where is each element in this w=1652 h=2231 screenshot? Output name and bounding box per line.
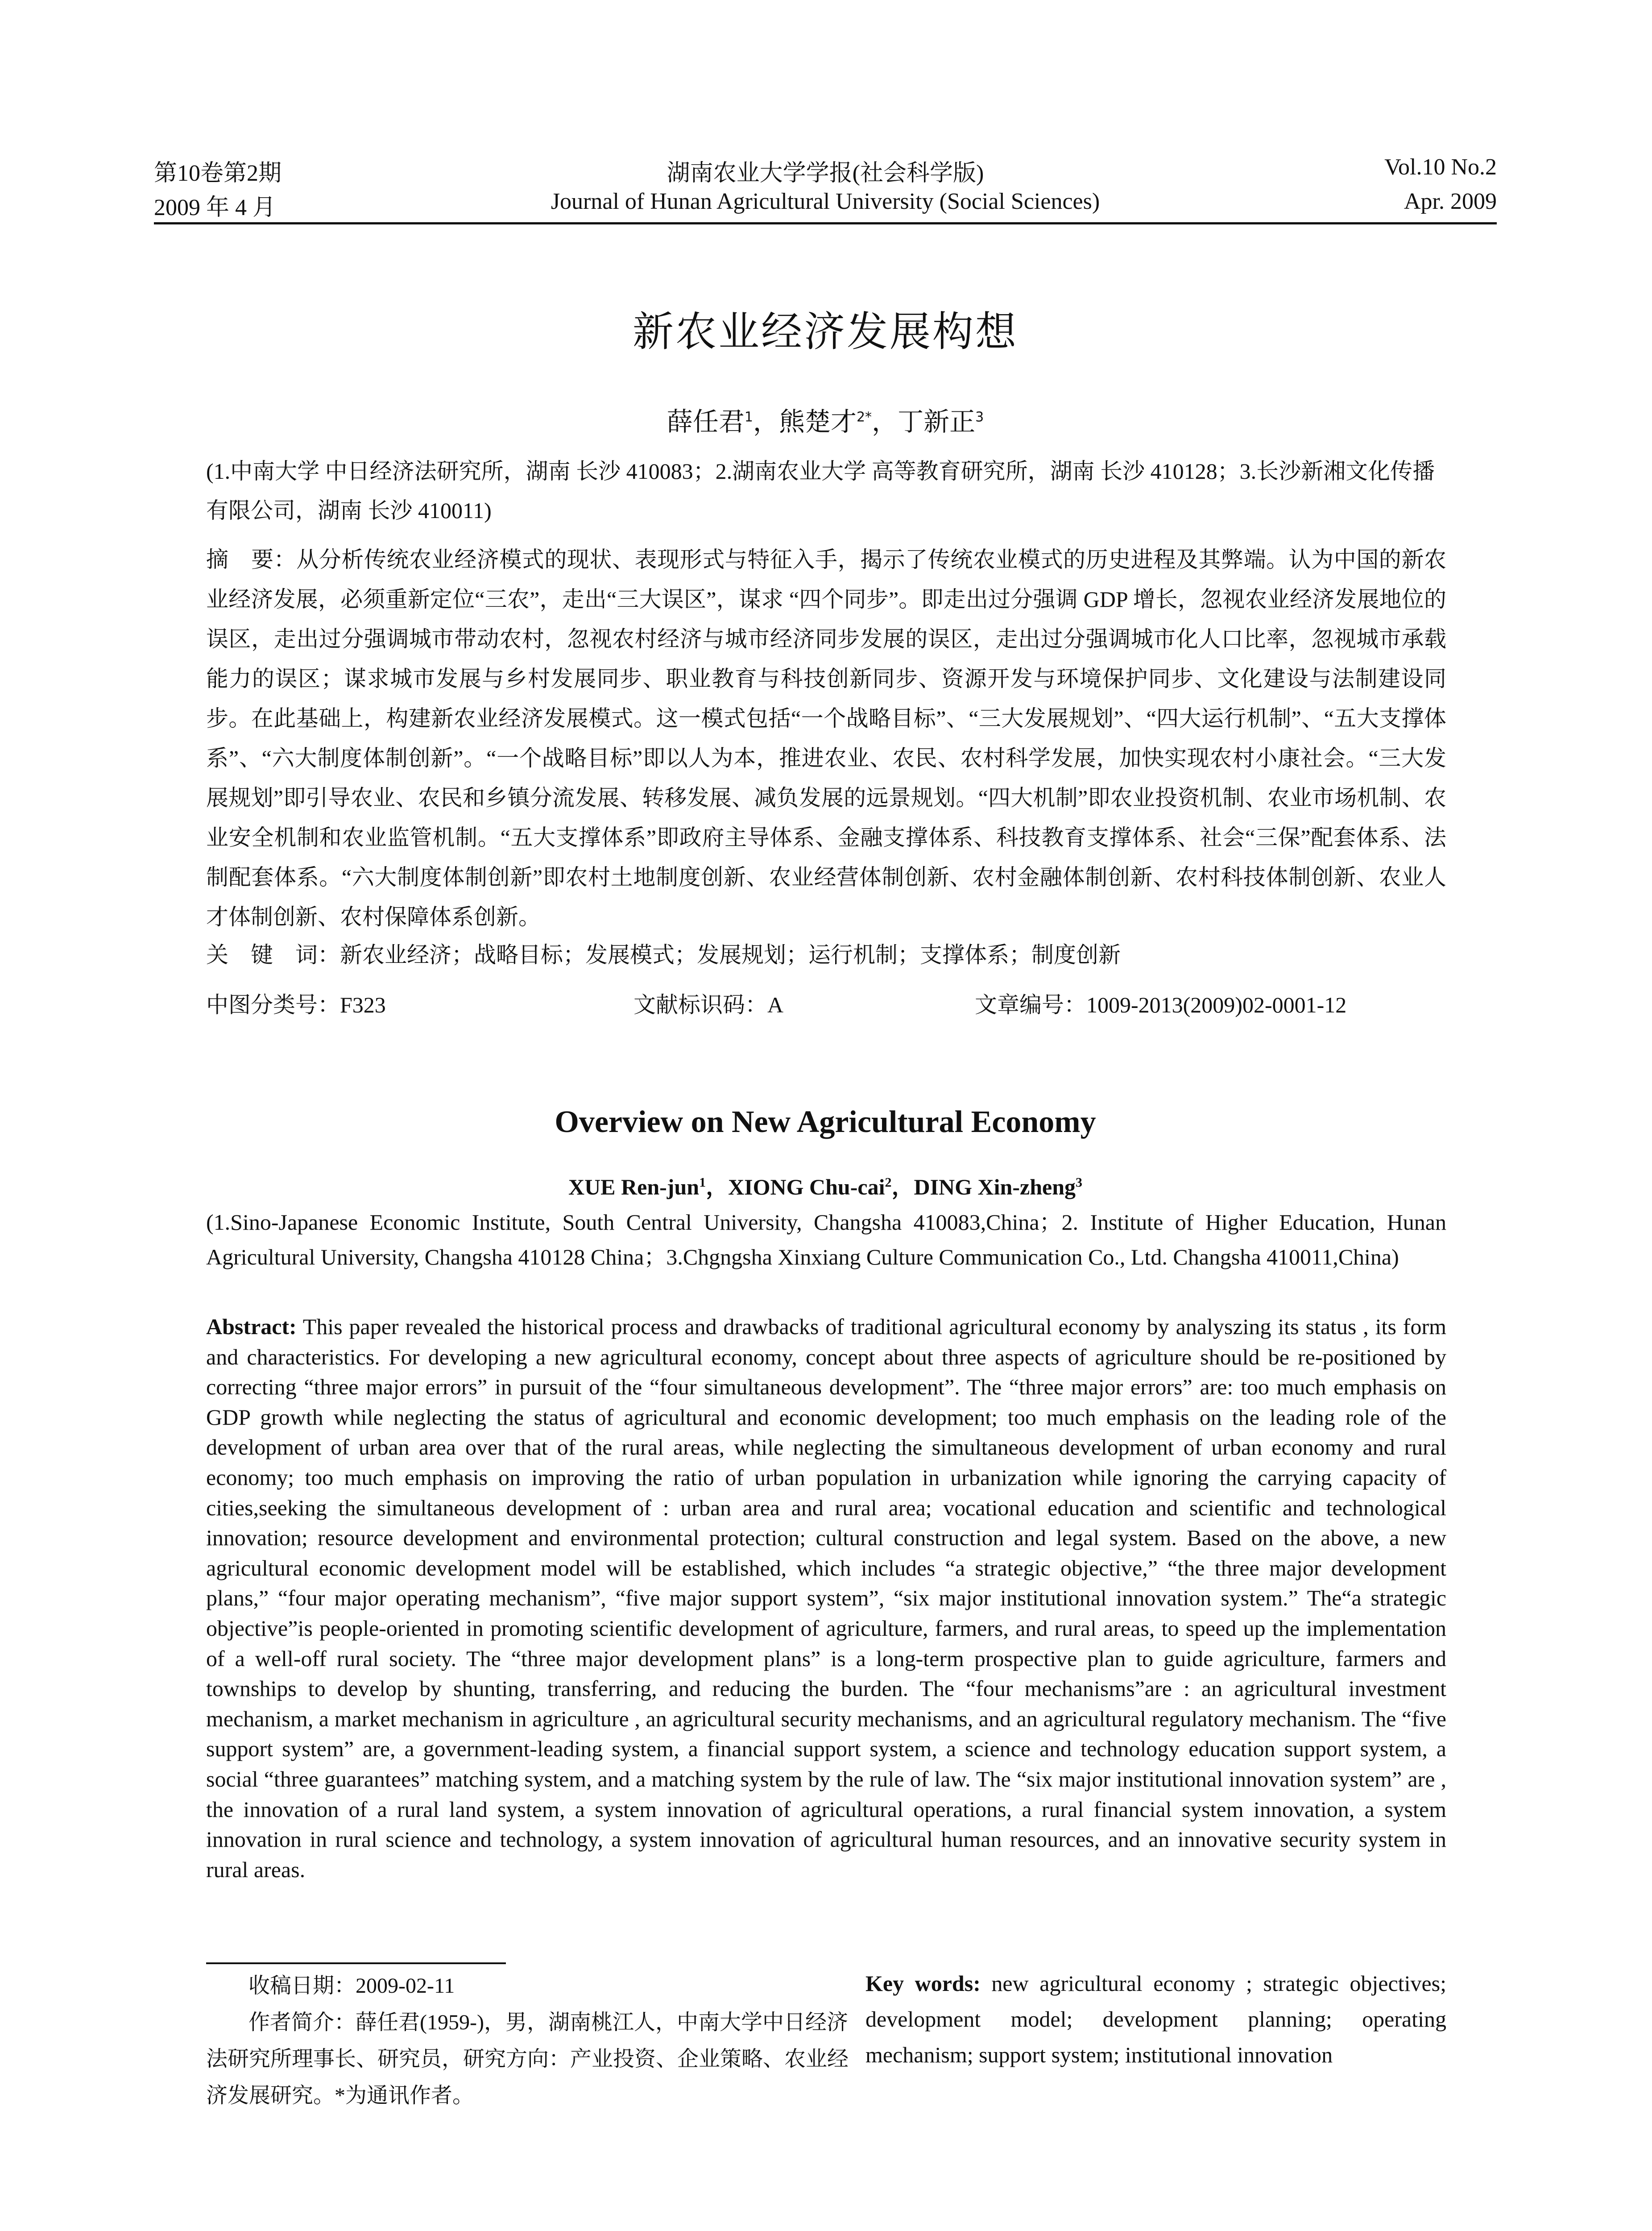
authors-cn: 薛任君$^1$，熊楚才$^{2*}$，丁新正$^3$ bbox=[667, 406, 984, 437]
keywords-en-text: new agricultural economy ; strategic objectives; development model; development planning; operating mechanism; support system; institutional innovation bbox=[865, 1971, 1447, 2067]
author-mark: 2* bbox=[856, 409, 872, 425]
paper-title-en: Overview on New Agricultural Economy bbox=[555, 1105, 1096, 1139]
date-en: Apr. 2009 bbox=[1404, 189, 1497, 214]
keywords-cn-label: 关 键 词： bbox=[206, 942, 340, 968]
author-en: XUE Ren-jun bbox=[568, 1174, 700, 1199]
journal-name-en: Journal of Hunan Agricultural University (Social Sciences) bbox=[551, 189, 1100, 214]
footnote-rule bbox=[206, 1962, 506, 1964]
clc-label: 中图分类号： bbox=[206, 992, 340, 1018]
doc-label: 文献标识码： bbox=[633, 992, 767, 1018]
article-label: 文章编号： bbox=[975, 992, 1086, 1018]
abstract-en-text: This paper revealed the historical process and drawbacks of traditional agricultural economy by analyszing its status , its form and characteristics. For developing a new agricultural economy, concept about three aspects of agriculture should be re-positioned by correcting “three major errors” in pursuit of the “four simultaneous development”. The “three major errors” are: too much emphasis on GDP growth while neglecting the status of agricultural and economic development; too much emphasis on the leading role of the development of urban area over that of the rural areas, while neglecting the simultaneous development of urban economy and rural economy; too much emphasis on improving the ratio of urban population in urbanization while ignoring the carrying capacity of cities,seeking the simultaneous development of : urban area and rural area; vocational education and scientific and technological innovation; resource development and environmental protection; cultural construction and legal system. Based on the above, a new agricultural economic development model will be established, which includes “a strategic objective,” “the three major development plans,” “four major operating mechanism”, “five major support system”, “six major institutional innovation system.” The“a strategic objective”is people-oriented in promoting scientific development of agriculture, farmers, and rural areas, to speed up the implementation of a well-off rural society. The “three major development plans” is a long-term prospective plan to guide agriculture, farmers and townships to develop by shunting, transferring, and reducing the burden. The “four mechanisms”are : an agricultural investment mechanism, a market mechanism in agriculture , an agricultural security mechanisms, and an agricultural regulatory mechanism. The “five support system” are, a government-leading system, a financial support system, a science and technology education support system, a social “three guarantees” matching system, and a matching system by the rule of law. The “six major institutional innovation system” are , the innovation of a rural land system, a system innovation of agricultural operations, a rural financial system innovation, a system innovation in rural science and technology, a system innovation of agricultural human resources, and an innovative security system in rural areas. bbox=[206, 1314, 1446, 1882]
header-rule bbox=[154, 222, 1497, 224]
volume-cn: 第10卷第2期 bbox=[154, 161, 282, 186]
abstract-en-label: Abstract: bbox=[206, 1314, 297, 1339]
doc-value: A bbox=[767, 992, 784, 1017]
volume-en: Vol.10 No.2 bbox=[1384, 154, 1497, 180]
author-en: DING Xin-zheng bbox=[914, 1174, 1076, 1199]
article-number bbox=[975, 987, 1346, 1019]
abstract-cn-label: 摘 要： bbox=[206, 547, 297, 572]
author-bio: 作者简介：薛任君(1959-)，男，湖南桃江人，中南大学中日经济法研究所理事长、研究员，研究方向：产业投资、企业策略、农业经济发展研究。*为通讯作者。 bbox=[206, 2011, 849, 2107]
keywords-en bbox=[865, 1966, 1446, 2073]
keywords-en-label: Key words: bbox=[865, 1971, 981, 1996]
paper-title-cn: 新农业经济发展构想 bbox=[632, 308, 1018, 356]
author-cn: 薛任君 bbox=[667, 406, 745, 437]
clc-number bbox=[206, 987, 386, 1019]
author-en: XIONG Chu-cai bbox=[728, 1174, 885, 1199]
abstract-cn-text: 从分析传统农业经济模式的现状、表现形式与特征入手，揭示了传统农业模式的历史进程及其弊端。认为中国的新农业经济发展，必须重新定位“三农”，走出“三大误区”，谋求 “四个同步”。即走出过分强调 GDP 增长，忽视农业经济发展地位的误区，走出过分强调城市带动农村，忽视农村经济与城市经济同步发展的误区，走出过分强调城市化人口比率，忽视城市承载能力的误区；谋求城市发展与乡村发展同步、职业教育与科技创新同步、资源开发与环境保护同步、文化建设与法制建设同步。在此基础上，构建新农业经济发展模式。这一模式包括“一个战略目标”、“三大发展规划”、“四大运行机制”、“五大支撑体系”、“六大制度体制创新”。“一个战略目标”即以人为本，推进农业、农民、农村科学发展，加快实现农村小康社会。“三大发展规划”即引导农业、农民和乡镇分流发展、转移发展、减负发展的远景规划。“四大机制”即农业投资机制、农业市场机制、农业安全机制和农业监管机制。“五大支撑体系”即政府主导体系、金融支撑体系、科技教育支撑体系、社会“三保”配套体系、法制配套体系。“六大制度体制创新”即农村土地制度创新、农业经营体制创新、农村金融体制创新、农村科技体制创新、农业人才体制创新、农村保障体系创新。 bbox=[206, 547, 1447, 929]
footnote bbox=[206, 1968, 853, 2114]
keywords-cn bbox=[206, 939, 1446, 970]
article-value: 1009-2013(2009)02-0001-12 bbox=[1086, 992, 1347, 1017]
clc-value: F323 bbox=[340, 992, 386, 1017]
author-cn: 熊楚才 bbox=[778, 406, 857, 437]
abstract-cn bbox=[206, 540, 1446, 937]
affiliation-cn: (1.中南大学 中日经济法研究所，湖南 长沙 410083；2.湖南农业大学 高等教育研究所，湖南 长沙 410128；3.长沙新湘文化传播有限公司，湖南 长沙 410011) bbox=[206, 459, 1435, 523]
author-cn: 丁新正 bbox=[898, 406, 976, 437]
authors-en: XUE Ren-jun$^1$，XIONG Chu-cai$^2$，DING Xin-zheng$^3$ bbox=[568, 1174, 1083, 1199]
author-mark: 1 bbox=[699, 1175, 706, 1190]
author-mark: 1 bbox=[744, 409, 753, 425]
journal-name-cn: 湖南农业大学学报(社会科学版) bbox=[667, 161, 984, 186]
date-cn: 2009 年 4 月 bbox=[154, 195, 276, 220]
author-mark: 2 bbox=[885, 1175, 892, 1190]
affiliation-en: (1.Sino-Japanese Economic Institute, South Central University, Changsha 410083,China；2. Institute of Higher Education, Hunan Agricultural University, Changsha 410128 China；3.Chgngsha Xinxiang Culture Communication Co., Ltd. Changsha 410011,China) bbox=[206, 1210, 1446, 1269]
document-code bbox=[633, 987, 783, 1019]
keywords-cn-text: 新农业经济；战略目标；发展模式；发展规划；运行机制；支撑体系；制度创新 bbox=[340, 942, 1121, 967]
received-date: 收稿日期：2009-02-11 bbox=[248, 1974, 455, 1998]
author-mark: 3 bbox=[1076, 1175, 1083, 1190]
abstract-en bbox=[206, 1312, 1446, 1885]
author-mark: 3 bbox=[975, 409, 984, 425]
